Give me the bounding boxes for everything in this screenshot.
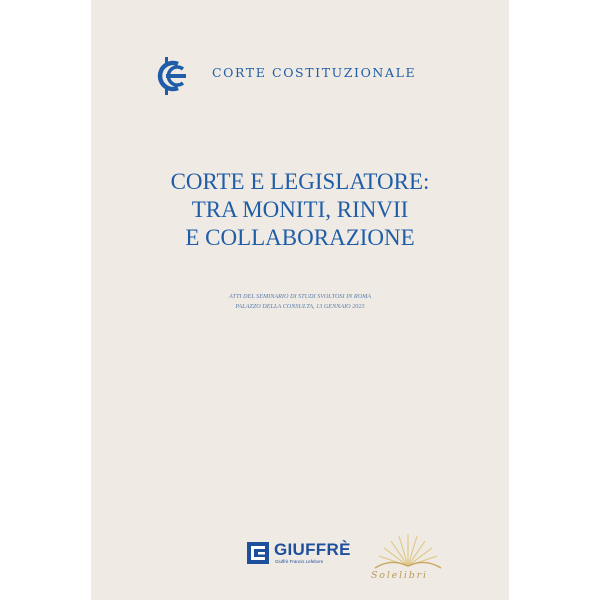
giuffre-logo-icon <box>246 541 270 565</box>
publisher-logo <box>246 541 356 567</box>
title-line-2: TRA MONITI, RINVII <box>191 197 409 222</box>
title-line-1: CORTE E LEGISLATORE: <box>170 169 430 194</box>
sunrise-book-icon <box>363 528 453 572</box>
solelibri-watermark <box>363 528 453 590</box>
publisher-tagline: Giuffrè Francis Lefebvre <box>275 559 324 564</box>
book-title <box>120 168 480 252</box>
corte-costituzionale-cc-logo-icon <box>152 55 188 97</box>
title-line-3: E COLLABORAZIONE <box>185 225 415 250</box>
watermark-text: Solelibri <box>371 570 428 581</box>
institution-name: CORTE COSTITUZIONALE <box>212 65 417 80</box>
book-subtitle <box>130 292 470 312</box>
subtitle-line-2: PALAZZO DELLA CONSULTA, 13 GENNAIO 2023 <box>235 303 365 310</box>
subtitle-line-1: ATTI DEL SEMINARIO DI STUDI SVOLTOSI IN ROMA <box>228 293 372 300</box>
publisher-name: GIUFFRÈ <box>274 540 351 559</box>
